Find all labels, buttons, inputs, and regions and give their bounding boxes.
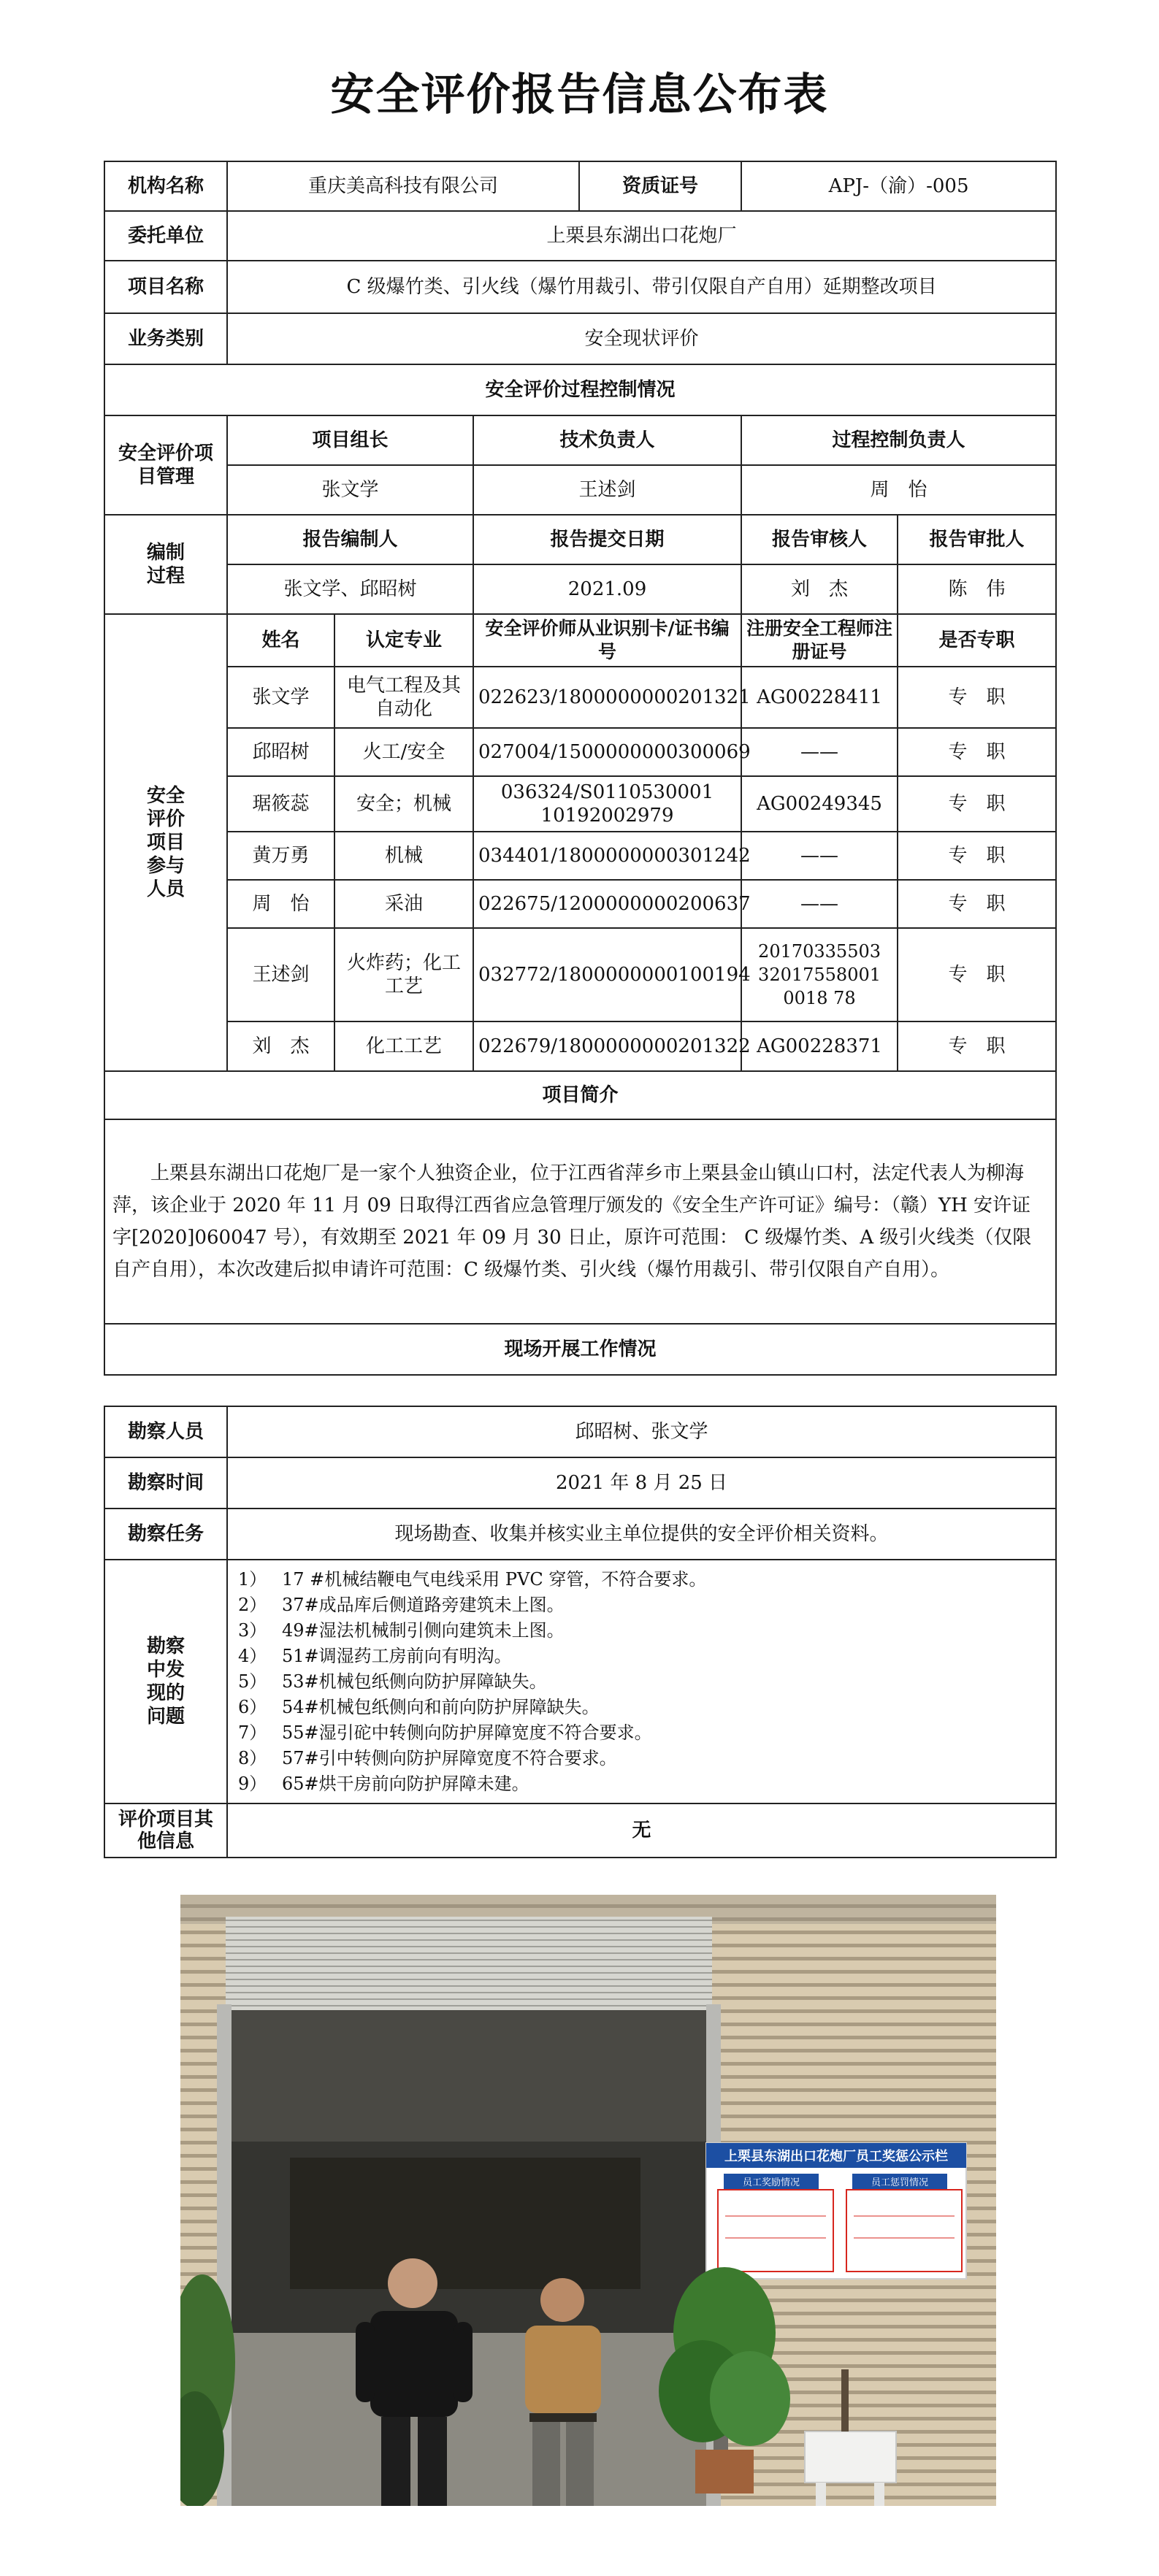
intro-title: 项目简介 (104, 1071, 1056, 1119)
list-item: 5） 53#机械包纸侧向防护屏障缺失。 (238, 1671, 547, 1692)
staff-full: 专 职 (898, 667, 1056, 728)
prep-header-approver: 报告审批人 (898, 515, 1056, 564)
staff-card: 022623/1800000000201321 (473, 667, 741, 728)
prep-header-date: 报告提交日期 (473, 515, 741, 564)
client-label: 委托单位 (104, 211, 227, 261)
staff-card: 034401/1800000000301242 (473, 832, 741, 880)
prep-value-editor: 张文学、邱昭树 (227, 564, 473, 614)
site-staff-label: 勘察人员 (104, 1406, 227, 1457)
board-title: 上栗县东湖出口花炮厂员工奖惩公示栏 (724, 2149, 948, 2164)
org-value: 重庆美高科技有限公司 (227, 161, 579, 211)
staff-header-major: 认定专业 (334, 614, 473, 667)
staff-label: 安全评价项目参与人员 (104, 614, 227, 1071)
staff-name: 黄万勇 (227, 832, 334, 880)
table-row (104, 880, 1056, 928)
page-title: 安全评价报告信息公布表 (330, 69, 829, 120)
prep-value-date: 2021.09 (473, 564, 741, 614)
staff-major: 火炸药；化工工艺 (334, 928, 473, 1021)
staff-header-full: 是否专职 (898, 614, 1056, 667)
board-left-heading: 员工奖励情况 (742, 2177, 800, 2188)
info-table (104, 161, 1057, 1376)
staff-header-name: 姓名 (227, 614, 334, 667)
table-row (104, 667, 1056, 728)
site-other-label: 评价项目其他信息 (104, 1803, 227, 1858)
staff-card: 032772/1800000000100194 (473, 928, 741, 1021)
site-other-value: 无 (227, 1803, 1056, 1858)
staff-reg: —— (741, 728, 898, 776)
staff-major: 火工/安全 (334, 728, 473, 776)
staff-full: 专 职 (898, 832, 1056, 880)
staff-name: 刘 杰 (227, 1021, 334, 1071)
list-item: 4） 51#调湿药工房前向有明沟。 (238, 1645, 512, 1666)
table-row (104, 832, 1056, 880)
staff-full: 专 职 (898, 776, 1056, 832)
prep-value-approver: 陈 伟 (898, 564, 1056, 614)
staff-name: 琚筱蕊 (227, 776, 334, 832)
staff-major: 采油 (334, 880, 473, 928)
site-table (104, 1406, 1057, 1858)
board-right-heading: 员工惩罚情况 (871, 2177, 929, 2188)
site-photo (180, 1895, 996, 2506)
staff-reg: AG00228371 (741, 1021, 898, 1071)
staff-name: 邱昭树 (227, 728, 334, 776)
staff-major: 化工工艺 (334, 1021, 473, 1071)
list-item: 2） 37#成品库后侧道路旁建筑未上图。 (238, 1594, 565, 1615)
mgmt-value-leader: 张文学 (227, 465, 473, 515)
staff-card: 022675/1200000000200637 (473, 880, 741, 928)
mgmt-label: 安全评价项目管理 (104, 415, 227, 515)
cert-value: APJ-（渝）-005 (741, 161, 1056, 211)
staff-name: 王述剑 (227, 928, 334, 1021)
staff-header-reg: 注册安全工程师注册证号 (741, 614, 898, 667)
prep-label: 编制过程 (104, 515, 227, 614)
staff-major: 机械 (334, 832, 473, 880)
list-item: 9） 65#烘干房前向防护屏障未建。 (238, 1773, 529, 1794)
staff-name: 张文学 (227, 667, 334, 728)
project-label: 项目名称 (104, 261, 227, 313)
staff-header-card: 安全评价师从业识别卡/证书编号 (473, 614, 741, 667)
staff-card: 022679/1800000000201322 (473, 1021, 741, 1071)
staff-reg: AG00249345 (741, 776, 898, 832)
staff-reg: —— (741, 832, 898, 880)
table-row (104, 928, 1056, 1021)
prep-value-reviewer: 刘 杰 (741, 564, 898, 614)
list-item: 6） 54#机械包纸侧向和前向防护屏障缺失。 (238, 1696, 600, 1717)
staff-card: 027004/1500000000300069 (473, 728, 741, 776)
staff-card: 036324/S011053000110192002979 (473, 776, 741, 832)
process-section-title: 安全评价过程控制情况 (104, 364, 1056, 415)
org-label: 机构名称 (104, 161, 227, 211)
client-value: 上栗县东湖出口花炮厂 (227, 211, 1056, 261)
site-time-value: 2021 年 8 月 25 日 (227, 1457, 1056, 1509)
mgmt-header-control: 过程控制负责人 (741, 415, 1056, 465)
project-value: C 级爆竹类、引火线（爆竹用裁引、带引仅限自产自用）延期整改项目 (227, 261, 1056, 313)
prep-header-editor: 报告编制人 (227, 515, 473, 564)
staff-full: 专 职 (898, 928, 1056, 1021)
intro-text: 上栗县东湖出口花炮厂是一家个人独资企业，位于江西省萍乡市上栗县金山镇山口村，法定代表人为柳海萍，该企业于 2020 年 11 月 09 日取得江西省应急管理厅颁发的《安全生产许可证》编号：（赣）YH 安许证字[2020]060047 号），有效期至 2021 年 09 月 30 日止，原许可范围： C 级爆竹类、A 级引火线类（仅限自产自用），本次改建后拟申请许可范围：C 级爆竹类、引火线（爆竹用裁引、带引仅限自产自用）。 (104, 1119, 1056, 1324)
table-row (104, 776, 1056, 832)
staff-reg: 20170335503320175580010018 78 (741, 928, 898, 1021)
staff-full: 专 职 (898, 880, 1056, 928)
staff-major: 安全；机械 (334, 776, 473, 832)
prep-header-reviewer: 报告审核人 (741, 515, 898, 564)
site-task-value: 现场勘查、收集并核实业主单位提供的安全评价相关资料。 (227, 1509, 1056, 1560)
staff-reg: AG00228411 (741, 667, 898, 728)
list-item: 1） 17 #机械结鞭电气电线采用 PVC 穿管，不符合要求。 (238, 1568, 707, 1590)
site-issues-label: 勘察中发现的问题 (104, 1560, 227, 1803)
staff-major: 电气工程及其自动化 (334, 667, 473, 728)
mgmt-header-leader: 项目组长 (227, 415, 473, 465)
notice-board (706, 2143, 966, 2279)
cert-label: 资质证号 (579, 161, 741, 211)
list-item: 7） 55#湿引砣中转侧向防护屏障宽度不符合要求。 (238, 1722, 652, 1743)
mgmt-value-tech: 王述剑 (473, 465, 741, 515)
biz-label: 业务类别 (104, 313, 227, 364)
site-section-title: 现场开展工作情况 (104, 1324, 1056, 1375)
site-staff-value: 邱昭树、张文学 (227, 1406, 1056, 1457)
staff-reg: —— (741, 880, 898, 928)
table-row (104, 1021, 1056, 1071)
list-item: 3） 49#湿法机械制引侧向建筑未上图。 (238, 1619, 565, 1641)
site-time-label: 勘察时间 (104, 1457, 227, 1509)
list-item: 8） 57#引中转侧向防护屏障宽度不符合要求。 (238, 1747, 617, 1768)
rolling-shutter (226, 1917, 712, 2010)
mgmt-value-control: 周 怡 (741, 465, 1056, 515)
staff-full: 专 职 (898, 1021, 1056, 1071)
mgmt-header-tech: 技术负责人 (473, 415, 741, 465)
table-row (104, 728, 1056, 776)
staff-full: 专 职 (898, 728, 1056, 776)
biz-value: 安全现状评价 (227, 313, 1056, 364)
site-task-label: 勘察任务 (104, 1509, 227, 1560)
staff-name: 周 怡 (227, 880, 334, 928)
site-issues-list (227, 1560, 1056, 1803)
